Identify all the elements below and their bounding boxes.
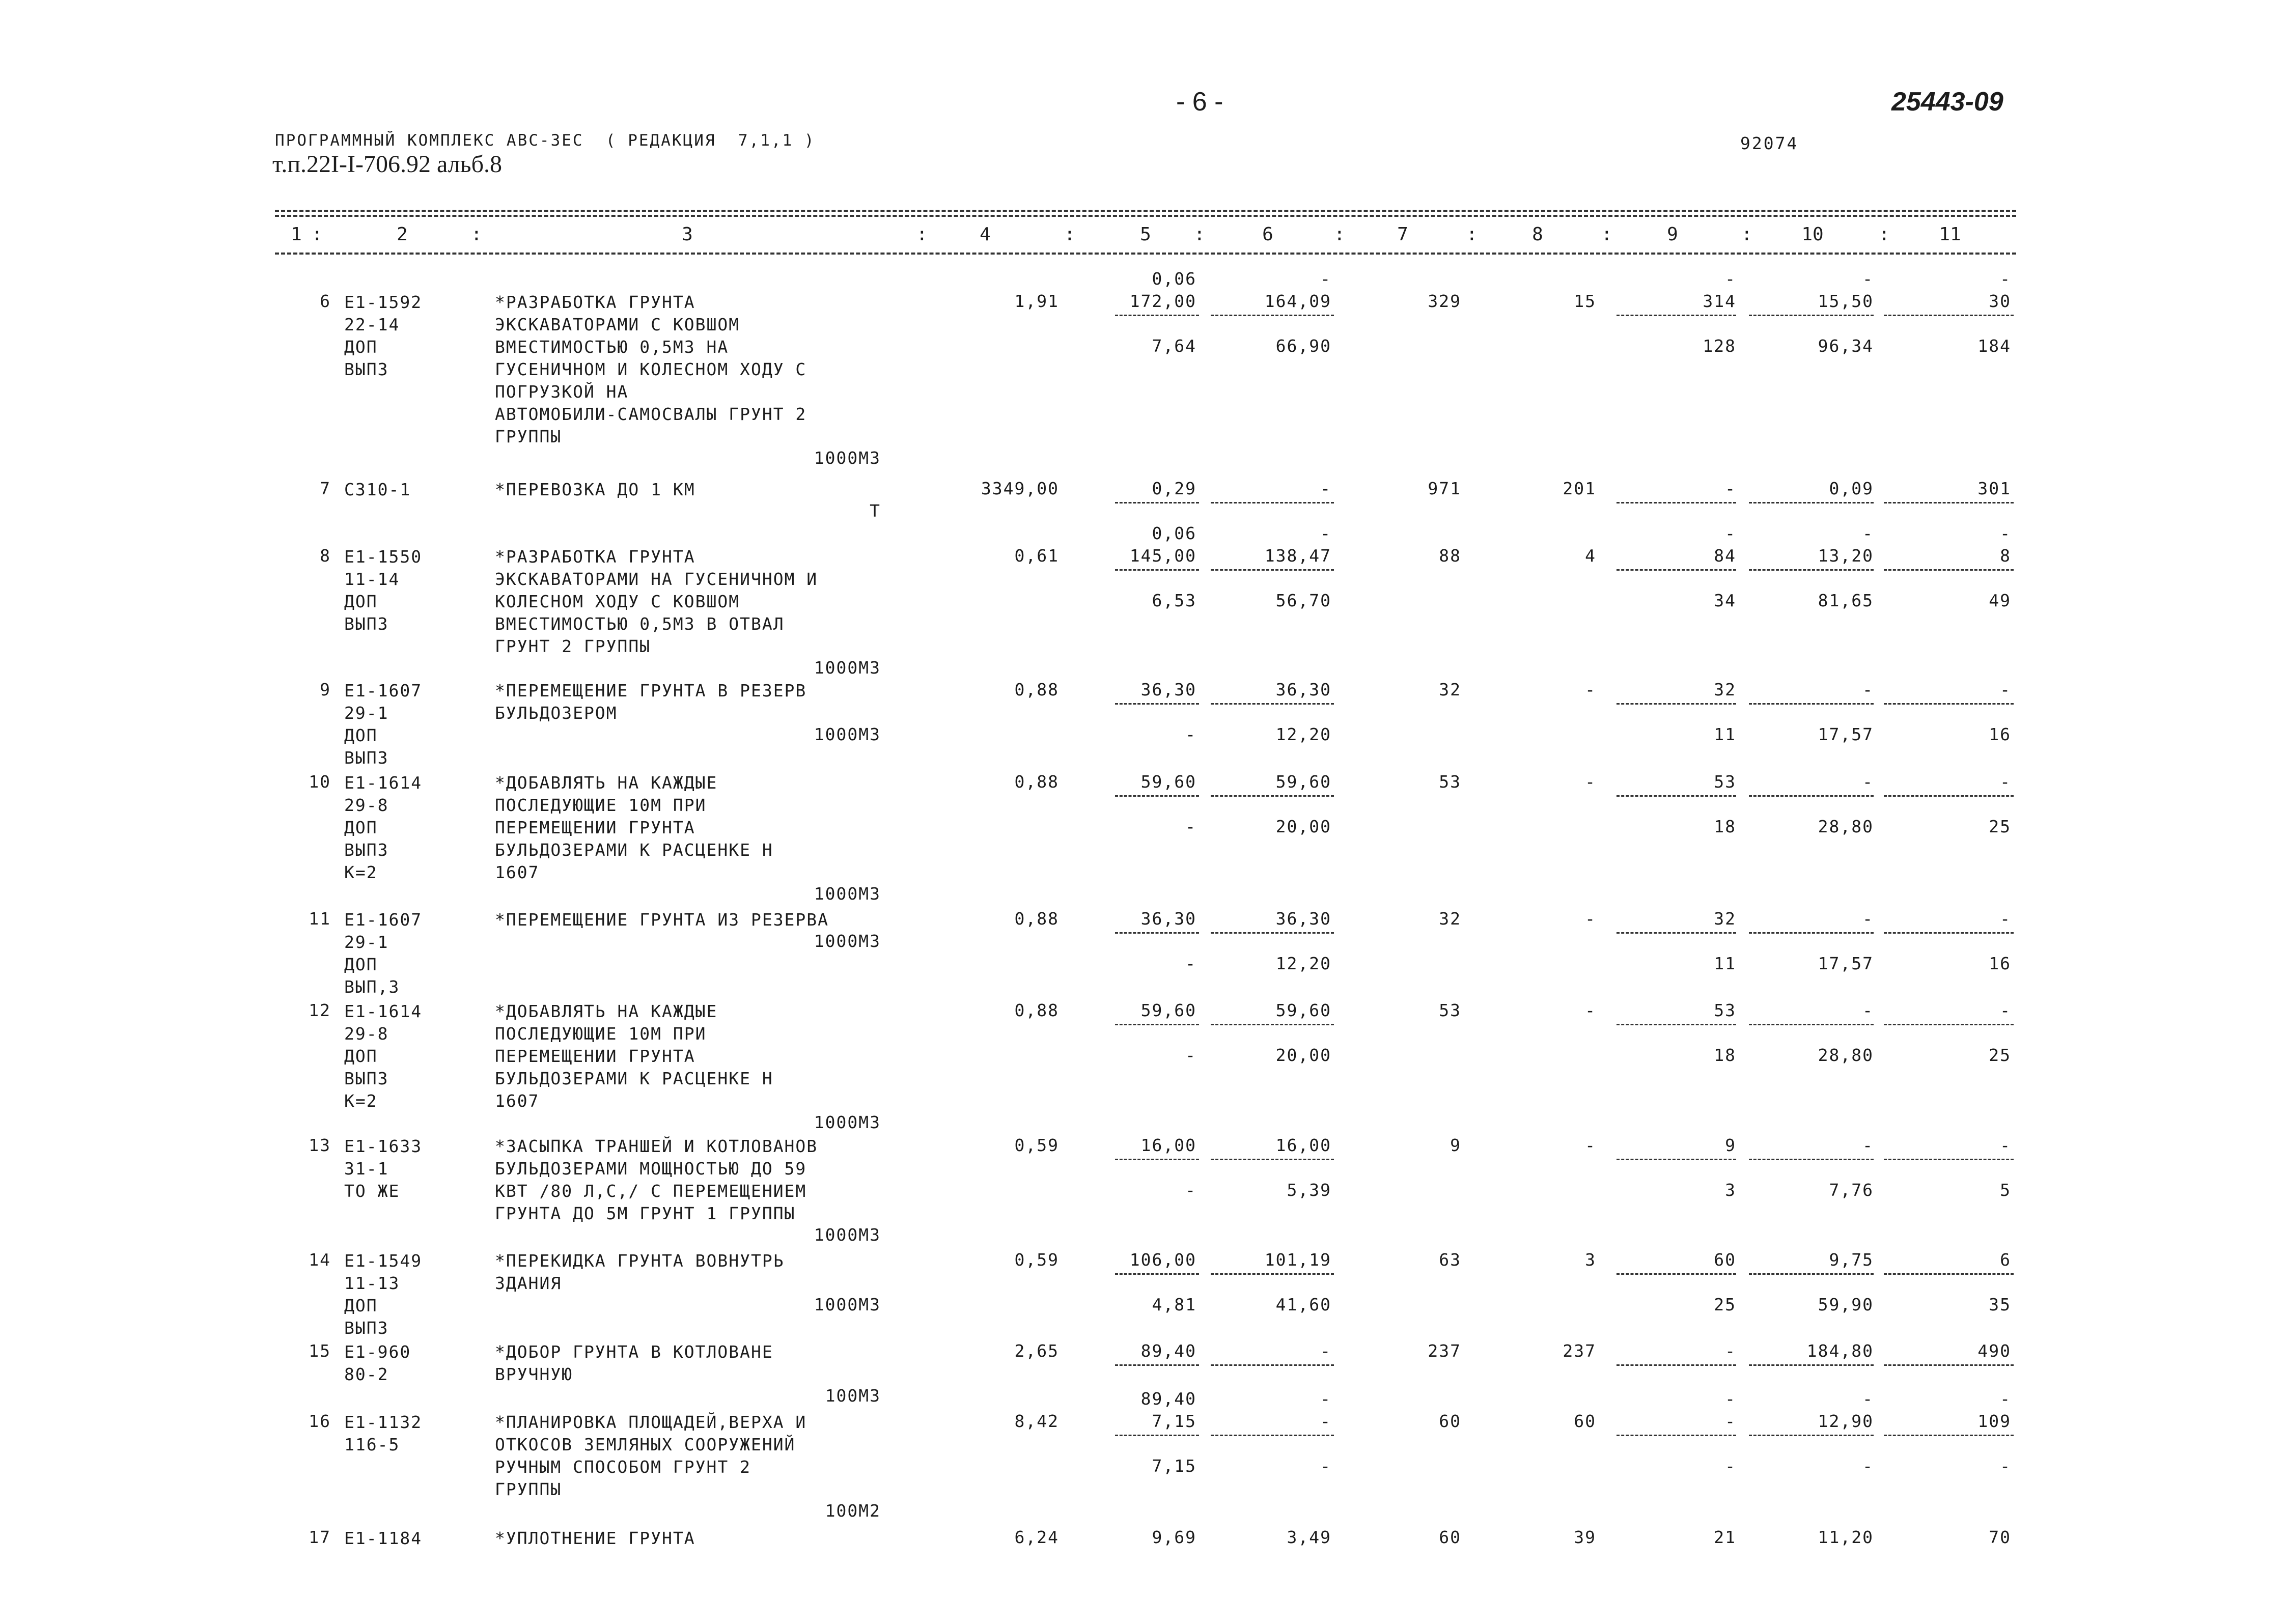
cell-divider (1749, 795, 1874, 797)
cell-c9: 32 (1714, 909, 1736, 929)
column-separator: : (312, 224, 323, 245)
cell-divider (1211, 1273, 1334, 1275)
cell-c5: 89,40 (1140, 1341, 1196, 1361)
row-description: *ПЕРЕВОЗКА ДО 1 КМ (495, 480, 695, 499)
cell-c9: - (1725, 1341, 1736, 1361)
column-separator: : (1064, 224, 1075, 245)
cell-c6: 36,30 (1275, 909, 1331, 929)
row-code: Е1-1607 29-1 ДОП ВЫП,3 (344, 910, 423, 997)
cell-c11: 8 (2000, 546, 2011, 566)
document-number: 92074 (1740, 133, 1799, 153)
row-unit: 1000М3 (814, 931, 881, 951)
cell-c9: 9 (1725, 1135, 1736, 1155)
cell-c9-bottom: 25 (1714, 1295, 1736, 1314)
row-unit: 1000М3 (814, 1112, 881, 1132)
cell-c10: 11,20 (1818, 1527, 1874, 1547)
cell-c4: 0,88 (1014, 772, 1059, 792)
row-number: 11 (309, 909, 331, 929)
cell-c11: 6 (2000, 1250, 2011, 1270)
cell-c9-top: - (1725, 1389, 1736, 1409)
cell-c4: 0,88 (1014, 680, 1059, 699)
cell-c5: 36,30 (1140, 909, 1196, 929)
cell-c9-top: - (1725, 523, 1736, 543)
cell-divider (1749, 1273, 1874, 1275)
cell-c7: 971 (1428, 479, 1461, 498)
cell-divider (1115, 1364, 1199, 1366)
cell-divider (1749, 1159, 1874, 1160)
cell-c4: 0,59 (1014, 1135, 1059, 1155)
cell-c5-bottom: - (1185, 1045, 1196, 1065)
row-unit: 1000М3 (814, 1225, 881, 1245)
cell-divider (1115, 1024, 1199, 1025)
column-header-10: 10 (1801, 224, 1824, 245)
cell-divider (1115, 795, 1199, 797)
row-number: 8 (320, 546, 331, 566)
cell-c10: - (1862, 1000, 1874, 1020)
cell-divider (1617, 703, 1736, 705)
cell-divider (1211, 795, 1334, 797)
cell-divider (1211, 502, 1334, 503)
cell-c6: 59,60 (1275, 772, 1331, 792)
cell-c9: 21 (1714, 1527, 1736, 1547)
cell-c11-top: - (2000, 269, 2011, 289)
cell-divider (1749, 1024, 1874, 1025)
cell-divider (1749, 502, 1874, 503)
row-code: Е1-1132 116-5 (344, 1412, 423, 1454)
cell-c7: 237 (1428, 1341, 1461, 1361)
row-unit: 100М2 (825, 1501, 881, 1521)
cell-c6: 138,47 (1264, 546, 1331, 566)
cell-c9-bottom: 128 (1703, 336, 1736, 356)
cell-c5-top: 0,06 (1152, 269, 1196, 289)
cell-c7: 63 (1439, 1250, 1461, 1270)
cell-c5-top: 0,06 (1152, 523, 1196, 543)
cell-c6-top: - (1320, 1389, 1331, 1409)
cell-c10-bottom: 28,80 (1818, 817, 1874, 836)
cell-c7: 32 (1439, 909, 1461, 929)
table-top-rule (275, 210, 2016, 212)
cell-c8: - (1585, 1135, 1596, 1155)
cell-c11: 30 (1989, 291, 2011, 311)
cell-c9-top: - (1725, 269, 1736, 289)
row-number: 10 (309, 772, 331, 792)
cell-c8: 4 (1585, 546, 1596, 566)
cell-c6-bottom: 56,70 (1275, 591, 1331, 610)
cell-c9-bottom: 11 (1714, 954, 1736, 973)
row-unit: 1000М3 (814, 724, 881, 744)
cell-c8: - (1585, 909, 1596, 929)
cell-c7: 60 (1439, 1527, 1461, 1547)
row-code: Е1-1614 29-8 ДОП ВЫП3 К=2 (344, 773, 423, 882)
column-header-5: 5 (1140, 224, 1151, 245)
cell-c8: 15 (1574, 291, 1596, 311)
cell-c11-bottom: 35 (1989, 1295, 2011, 1314)
document-code: 25443-09 (1891, 87, 2003, 117)
cell-c7: 32 (1439, 680, 1461, 699)
column-header-4: 4 (980, 224, 991, 245)
cell-c5-bottom: - (1185, 1180, 1196, 1200)
row-code: Е1-1549 11-13 ДОП ВЫП3 (344, 1251, 423, 1338)
cell-c10-bottom: 81,65 (1818, 591, 1874, 610)
cell-c10-bottom: 17,57 (1818, 724, 1874, 744)
row-description: *ЗАСЫПКА ТРАНШЕЙ И КОТЛОВАНОВ БУЛЬДОЗЕРАМИ МОЩНОСТЬЮ ДО 59 КВТ /80 Л,С,/ С ПЕРЕМЕЩЕНИЕМ ГРУНТА ДО 5М ГРУНТ 1 ГРУППЫ (495, 1136, 818, 1223)
cell-c6: 3,49 (1287, 1527, 1331, 1547)
row-description: *УПЛОТНЕНИЕ ГРУНТА (495, 1528, 695, 1548)
cell-c5-bottom: 6,53 (1152, 591, 1196, 610)
cell-c9-bottom: - (1725, 1456, 1736, 1476)
cell-c5-bottom: 7,64 (1152, 336, 1196, 356)
row-number: 9 (320, 680, 331, 699)
cell-c10: 12,90 (1818, 1411, 1874, 1431)
cell-c11: 70 (1989, 1527, 2011, 1547)
cell-divider (1884, 1364, 2014, 1366)
cell-c6: 16,00 (1275, 1135, 1331, 1155)
row-unit: Т (870, 501, 881, 521)
row-number: 14 (309, 1250, 331, 1270)
cell-c11: - (2000, 680, 2011, 699)
row-unit: 1000М3 (814, 658, 881, 678)
cell-divider (1617, 1273, 1736, 1275)
cell-c9: 60 (1714, 1250, 1736, 1270)
cell-c5: 0,29 (1152, 479, 1196, 498)
cell-c6-top: - (1320, 269, 1331, 289)
cell-divider (1211, 569, 1334, 571)
cell-c10: - (1862, 1135, 1874, 1155)
cell-c5: 59,60 (1140, 772, 1196, 792)
row-description: *ДОБАВЛЯТЬ НА КАЖДЫЕ ПОСЛЕДУЮЩИЕ 10М ПРИ ПЕРЕМЕЩЕНИИ ГРУНТА БУЛЬДОЗЕРАМИ К РАСЦЕНКЕ Н 1607 (495, 1001, 773, 1111)
cell-divider (1211, 1364, 1334, 1366)
header-bottom-rule (275, 253, 2016, 255)
cell-c6-bottom: 12,20 (1275, 724, 1331, 744)
cell-divider (1884, 932, 2014, 934)
cell-c9: 314 (1703, 291, 1736, 311)
cell-c9-bottom: 18 (1714, 1045, 1736, 1065)
cell-divider (1749, 315, 1874, 316)
row-number: 17 (309, 1527, 331, 1547)
cell-c9: 84 (1714, 546, 1736, 566)
row-code: Е1-1550 11-14 ДОП ВЫП3 (344, 547, 423, 634)
cell-c5: 9,69 (1152, 1527, 1196, 1547)
column-separator: : (1601, 224, 1612, 245)
cell-c9: 53 (1714, 772, 1736, 792)
cell-c8: 39 (1574, 1527, 1596, 1547)
row-unit: 1000М3 (814, 448, 881, 468)
cell-c11-bottom: 25 (1989, 1045, 2011, 1065)
row-code: Е1-1607 29-1 ДОП ВЫП3 (344, 681, 423, 768)
cell-c4: 0,88 (1014, 1000, 1059, 1020)
cell-divider (1211, 315, 1334, 316)
cell-c9-bottom: 18 (1714, 817, 1736, 836)
cell-c4: 3349,00 (981, 479, 1059, 498)
row-number: 7 (320, 479, 331, 498)
column-header-11: 11 (1939, 224, 1961, 245)
cell-c5-bottom: - (1185, 817, 1196, 836)
cell-c10: 9,75 (1829, 1250, 1874, 1270)
cell-c10-bottom: 7,76 (1829, 1180, 1874, 1200)
cell-c11: - (2000, 1000, 2011, 1020)
cell-c11: 109 (1977, 1411, 2011, 1431)
cell-c11: 301 (1977, 479, 2011, 498)
cell-c11-bottom: 25 (1989, 817, 2011, 836)
cell-c5-bottom: - (1185, 724, 1196, 744)
row-description: *ПЛАНИРОВКА ПЛОЩАДЕЙ,ВЕРХА И ОТКОСОВ ЗЕМЛЯНЫХ СООРУЖЕНИЙ РУЧНЫМ СПОСОБОМ ГРУНТ 2 ГРУППЫ (495, 1412, 807, 1499)
cell-c10-top: - (1862, 1389, 1874, 1409)
cell-c11: - (2000, 772, 2011, 792)
cell-c9: - (1725, 479, 1736, 498)
cell-divider (1884, 502, 2014, 503)
cell-c10-bottom: 96,34 (1818, 336, 1874, 356)
cell-c5-bottom: 7,15 (1152, 1456, 1196, 1476)
column-header-3: 3 (682, 224, 693, 245)
program-title: ПРОГРАММНЫЙ КОМПЛЕКС АВС-ЗЕС ( РЕДАКЦИЯ 7,1,1 ) (275, 131, 816, 150)
page-number: - 6 - (1176, 87, 1223, 117)
column-header-2: 2 (397, 224, 408, 245)
row-description: *РАЗРАБОТКА ГРУНТА ЭКСКАВАТОРАМИ НА ГУСЕНИЧНОМ И КОЛЕСНОМ ХОДУ С КОВШОМ ВМЕСТИМОСТЬЮ 0,5М3 В ОТВАЛ ГРУНТ 2 ГРУППЫ (495, 547, 818, 656)
cell-c6: 59,60 (1275, 1000, 1331, 1020)
cell-c7: 329 (1428, 291, 1461, 311)
column-separator: : (1194, 224, 1205, 245)
row-description: *ПЕРЕКИДКА ГРУНТА ВОВНУТРЬ ЗДАНИЯ (495, 1251, 785, 1293)
cell-divider (1749, 703, 1874, 705)
cell-c10-top: - (1862, 269, 1874, 289)
cell-c10: - (1862, 680, 1874, 699)
cell-c4: 0,88 (1014, 909, 1059, 929)
cell-divider (1617, 315, 1736, 316)
cell-c4: 2,65 (1014, 1341, 1059, 1361)
cell-c8: - (1585, 772, 1596, 792)
cell-c6-top: - (1320, 523, 1331, 543)
cell-c6-bottom: - (1320, 1456, 1331, 1476)
cell-c11-bottom: 5 (2000, 1180, 2011, 1200)
cell-divider (1617, 932, 1736, 934)
cell-c11-bottom: 49 (1989, 591, 2011, 610)
cell-divider (1884, 315, 2014, 316)
cell-c11-top: - (2000, 523, 2011, 543)
cell-c10: 15,50 (1818, 291, 1874, 311)
cell-c11: - (2000, 1135, 2011, 1155)
cell-c6-bottom: 41,60 (1275, 1295, 1331, 1314)
cell-divider (1115, 1435, 1199, 1436)
cell-c8: 60 (1574, 1411, 1596, 1431)
cell-c11: - (2000, 909, 2011, 929)
column-separator: : (916, 224, 928, 245)
cell-c10-bottom: - (1862, 1456, 1874, 1476)
cell-c10-bottom: 28,80 (1818, 1045, 1874, 1065)
column-separator: : (1334, 224, 1345, 245)
cell-c9-bottom: 34 (1714, 591, 1736, 610)
column-header-1: 1 (291, 224, 302, 245)
cell-divider (1884, 1159, 2014, 1160)
cell-c9-bottom: 11 (1714, 724, 1736, 744)
cell-c5: 106,00 (1129, 1250, 1196, 1270)
row-code: Е1-1184 (344, 1528, 423, 1548)
row-unit: 1000М3 (814, 1295, 881, 1314)
row-description: *ПЕРЕМЕЩЕНИЕ ГРУНТА В РЕЗЕРВ БУЛЬДОЗЕРОМ (495, 681, 807, 723)
cell-divider (1884, 703, 2014, 705)
cell-c5: 172,00 (1129, 291, 1196, 311)
column-separator: : (471, 224, 482, 245)
cell-divider (1115, 502, 1199, 503)
cell-c9: 32 (1714, 680, 1736, 699)
column-separator: : (1879, 224, 1890, 245)
cell-c5: 59,60 (1140, 1000, 1196, 1020)
row-description: *РАЗРАБОТКА ГРУНТА ЭКСКАВАТОРАМИ С КОВШОМ ВМЕСТИМОСТЬЮ 0,5М3 НА ГУСЕНИЧНОМ И КОЛЕСНОМ ХОДУ С ПОГРУЗКОЙ НА АВТОМОБИЛИ-САМОСВАЛЫ ГРУНТ 2 ГРУППЫ (495, 292, 807, 446)
cell-divider (1884, 795, 2014, 797)
cell-c11-bottom: 184 (1977, 336, 2011, 356)
cell-c9: - (1725, 1411, 1736, 1431)
cell-c8: 3 (1585, 1250, 1596, 1270)
cell-c7: 53 (1439, 1000, 1461, 1020)
cell-c6: - (1320, 1411, 1331, 1431)
cell-c9: 53 (1714, 1000, 1736, 1020)
row-number: 15 (309, 1341, 331, 1361)
cell-c8: 237 (1563, 1341, 1596, 1361)
cell-c6: 164,09 (1264, 291, 1331, 311)
cell-divider (1211, 1024, 1334, 1025)
row-code: Е1-960 80-2 (344, 1342, 411, 1384)
cell-divider (1211, 703, 1334, 705)
cell-divider (1115, 703, 1199, 705)
column-header-6: 6 (1262, 224, 1273, 245)
cell-c10: 0,09 (1829, 479, 1874, 498)
cell-c6-bottom: 20,00 (1275, 1045, 1331, 1065)
cell-c11-bottom: - (2000, 1456, 2011, 1476)
cell-divider (1617, 1024, 1736, 1025)
cell-c11-bottom: 16 (1989, 724, 2011, 744)
column-header-7: 7 (1397, 224, 1408, 245)
cell-c8: 201 (1563, 479, 1596, 498)
row-unit: 1000М3 (814, 884, 881, 904)
cell-divider (1115, 1273, 1199, 1275)
cell-c6: 36,30 (1275, 680, 1331, 699)
cell-c7: 60 (1439, 1411, 1461, 1431)
row-number: 16 (309, 1411, 331, 1431)
cell-c10-top: - (1862, 523, 1874, 543)
column-separator: : (1466, 224, 1478, 245)
cell-c7: 53 (1439, 772, 1461, 792)
cell-divider (1749, 932, 1874, 934)
cell-divider (1884, 569, 2014, 571)
cell-c4: 8,42 (1014, 1411, 1059, 1431)
cell-c11-bottom: 16 (1989, 954, 2011, 973)
column-separator: : (1741, 224, 1752, 245)
album-reference: т.п.22I-I-706.92 альб.8 (272, 151, 502, 178)
cell-c11-top: - (2000, 1389, 2011, 1409)
cell-divider (1617, 502, 1736, 503)
cell-c10: 13,20 (1818, 546, 1874, 566)
cell-divider (1115, 1159, 1199, 1160)
cell-divider (1115, 569, 1199, 571)
cell-divider (1617, 1159, 1736, 1160)
cell-c10: - (1862, 909, 1874, 929)
row-number: 12 (309, 1000, 331, 1020)
cell-c6-bottom: 5,39 (1287, 1180, 1331, 1200)
row-number: 13 (309, 1135, 331, 1155)
cell-c6: - (1320, 479, 1331, 498)
cell-c6-bottom: 66,90 (1275, 336, 1331, 356)
cell-c7: 9 (1450, 1135, 1461, 1155)
cell-divider (1884, 1273, 2014, 1275)
cell-c5-bottom: 4,81 (1152, 1295, 1196, 1314)
cell-c4: 1,91 (1014, 291, 1059, 311)
cell-c5: 7,15 (1152, 1411, 1196, 1431)
cell-c10: 184,80 (1806, 1341, 1874, 1361)
cell-c10: - (1862, 772, 1874, 792)
cell-divider (1749, 1364, 1874, 1366)
cell-divider (1749, 1435, 1874, 1436)
cell-c5: 16,00 (1140, 1135, 1196, 1155)
cell-divider (1211, 1159, 1334, 1160)
cell-divider (1884, 1435, 2014, 1436)
row-code: Е1-1592 22-14 ДОП ВЫП3 (344, 292, 423, 379)
cell-divider (1211, 932, 1334, 934)
cell-divider (1115, 932, 1199, 934)
row-code: Е1-1633 31-1 ТО ЖЕ (344, 1136, 423, 1201)
row-unit: 100М3 (825, 1386, 881, 1406)
cell-divider (1617, 1364, 1736, 1366)
row-code: Е1-1614 29-8 ДОП ВЫП3 К=2 (344, 1001, 423, 1111)
column-header-9: 9 (1667, 224, 1678, 245)
cell-divider (1884, 1024, 2014, 1025)
cell-divider (1617, 1435, 1736, 1436)
cell-divider (1617, 795, 1736, 797)
row-code: С310-1 (344, 480, 411, 499)
cell-c10-bottom: 59,90 (1818, 1295, 1874, 1314)
row-number: 6 (320, 291, 331, 311)
cell-c4: 0,59 (1014, 1250, 1059, 1270)
cell-c5-bottom: - (1185, 954, 1196, 973)
cell-divider (1617, 569, 1736, 571)
cell-c6: - (1320, 1341, 1331, 1361)
cell-divider (1211, 1435, 1334, 1436)
row-description: *ДОБОР ГРУНТА В КОТЛОВАНЕ ВРУЧНУЮ (495, 1342, 773, 1384)
table-top-rule-2 (275, 215, 2016, 217)
cell-c6-bottom: 20,00 (1275, 817, 1331, 836)
cell-c8: - (1585, 680, 1596, 699)
cell-c5-top: 89,40 (1140, 1389, 1196, 1409)
cell-c6-bottom: 12,20 (1275, 954, 1331, 973)
cell-c4: 0,61 (1014, 546, 1059, 566)
cell-c6: 101,19 (1264, 1250, 1331, 1270)
cell-c11: 490 (1977, 1341, 2011, 1361)
cell-divider (1749, 569, 1874, 571)
cell-c7: 88 (1439, 546, 1461, 566)
row-description: *ПЕРЕМЕЩЕНИЕ ГРУНТА ИЗ РЕЗЕРВА (495, 910, 829, 930)
cell-c4: 6,24 (1014, 1527, 1059, 1547)
cell-c5: 36,30 (1140, 680, 1196, 699)
cell-c8: - (1585, 1000, 1596, 1020)
cell-c10-bottom: 17,57 (1818, 954, 1874, 973)
row-description: *ДОБАВЛЯТЬ НА КАЖДЫЕ ПОСЛЕДУЮЩИЕ 10М ПРИ ПЕРЕМЕЩЕНИИ ГРУНТА БУЛЬДОЗЕРАМИ К РАСЦЕНКЕ Н 1607 (495, 773, 773, 882)
cell-c5: 145,00 (1129, 546, 1196, 566)
column-header-8: 8 (1532, 224, 1543, 245)
cell-c9-bottom: 3 (1725, 1180, 1736, 1200)
cell-divider (1115, 315, 1199, 316)
